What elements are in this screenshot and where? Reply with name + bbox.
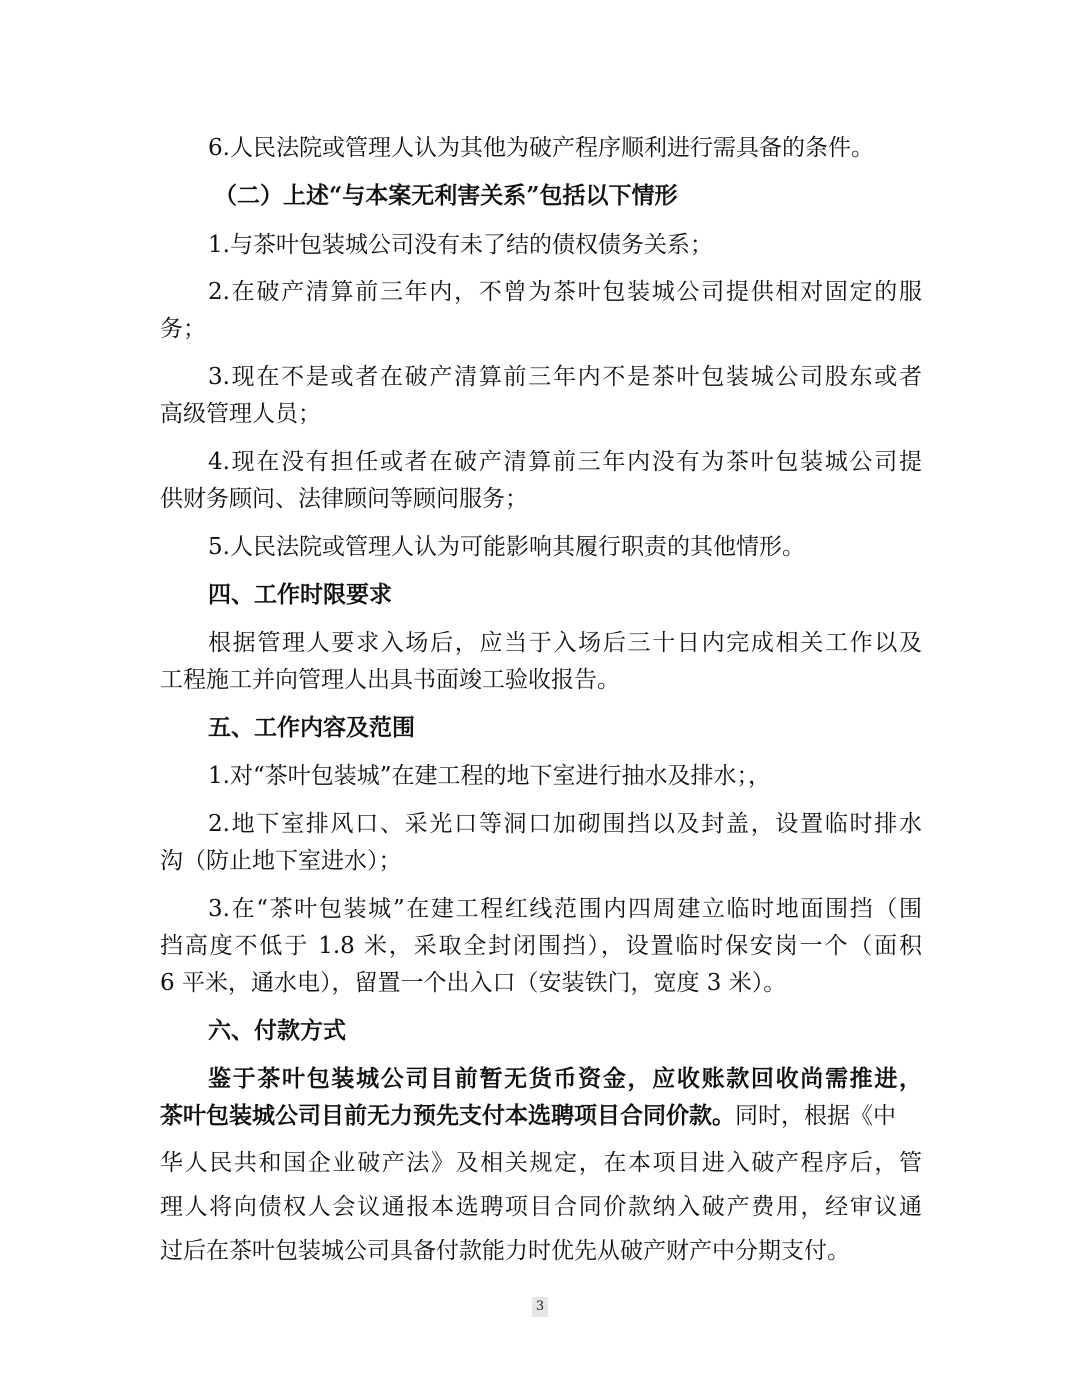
paragraph-condition-6: 6.人民法院或管理人认为其他为破产程序顺利进行需具备的条件。 <box>208 135 874 161</box>
paragraph-case-5: 5.人民法院或管理人认为可能影响其履行职责的其他情形。 <box>208 534 805 560</box>
section-heading-work-scope: 五、工作内容及范围 <box>208 714 415 741</box>
section-heading-payment: 六、付款方式 <box>208 1017 346 1044</box>
section-heading-time-limit: 四、工作时限要求 <box>208 581 392 608</box>
paragraph-time-limit-line-2: 工程施工并向管理人出具书面竣工验收报告。 <box>160 667 620 693</box>
paragraph-case-2-line-2: 务； <box>160 316 206 342</box>
paragraph-scope-2-line-1: 2.地下室排风口、采光口等洞口加砌围挡以及封盖，设置临时排水 <box>208 811 922 837</box>
paragraph-scope-1: 1.对“茶叶包装城”在建工程的地下室进行抽水及排水；， <box>208 763 771 789</box>
paragraph-case-2-line-1: 2.在破产清算前三年内，不曾为茶叶包装城公司提供相对固定的服 <box>208 279 922 305</box>
paragraph-case-3-line-1: 3.现在不是或者在破产清算前三年内不是茶叶包装城公司股东或者 <box>208 364 922 390</box>
paragraph-scope-3-line-3: 6 平米，通水电），留置一个出入口（安装铁门，宽度 3 米）。 <box>160 970 787 996</box>
paragraph-scope-3-line-1: 3.在“茶叶包装城”在建工程红线范围内四周建立临时地面围挡（围 <box>208 896 922 922</box>
paragraph-case-1: 1.与茶叶包装城公司没有未了结的债权债务关系； <box>208 232 713 258</box>
payment-normal-text: 同时，根据《中 <box>735 1103 896 1129</box>
page-number: 3 <box>532 1297 548 1317</box>
paragraph-time-limit-line-1: 根据管理人要求入场后，应当于入场后三十日内完成相关工作以及 <box>208 630 922 656</box>
paragraph-payment-line-4: 理人将向债权人会议通报本选聘项目合同价款纳入破产费用，经审议通 <box>160 1194 922 1220</box>
paragraph-case-3-line-2: 高级管理人员； <box>160 401 321 427</box>
paragraph-case-4-line-1: 4.现在没有担任或者在破产清算前三年内没有为茶叶包装城公司提 <box>208 449 922 475</box>
paragraph-payment-line-2 <box>160 1101 922 1131</box>
subheading-no-interest: （二）上述“与本案无利害关系”包括以下情形 <box>214 182 678 209</box>
paragraph-payment-line-1: 鉴于茶叶包装城公司目前暂无货币资金，应收账款回收尚需推进， <box>208 1065 922 1092</box>
paragraph-payment-line-5: 过后在茶叶包装城公司具备付款能力时优先从破产财产中分期支付。 <box>160 1238 850 1264</box>
payment-bold-text: 茶叶包装城公司目前无力预先支付本选聘项目合同价款。 <box>160 1102 735 1129</box>
paragraph-payment-line-3: 华人民共和国企业破产法》及相关规定，在本项目进入破产程序后，管 <box>160 1150 922 1176</box>
paragraph-scope-3-line-2: 挡高度不低于 1.8 米，采取全封闭围挡），设置临时保安岗一个（面积 <box>160 933 922 959</box>
paragraph-scope-2-line-2: 沟（防止地下室进水）； <box>160 848 402 874</box>
paragraph-case-4-line-2: 供财务顾问、法律顾问等顾问服务； <box>160 486 528 512</box>
